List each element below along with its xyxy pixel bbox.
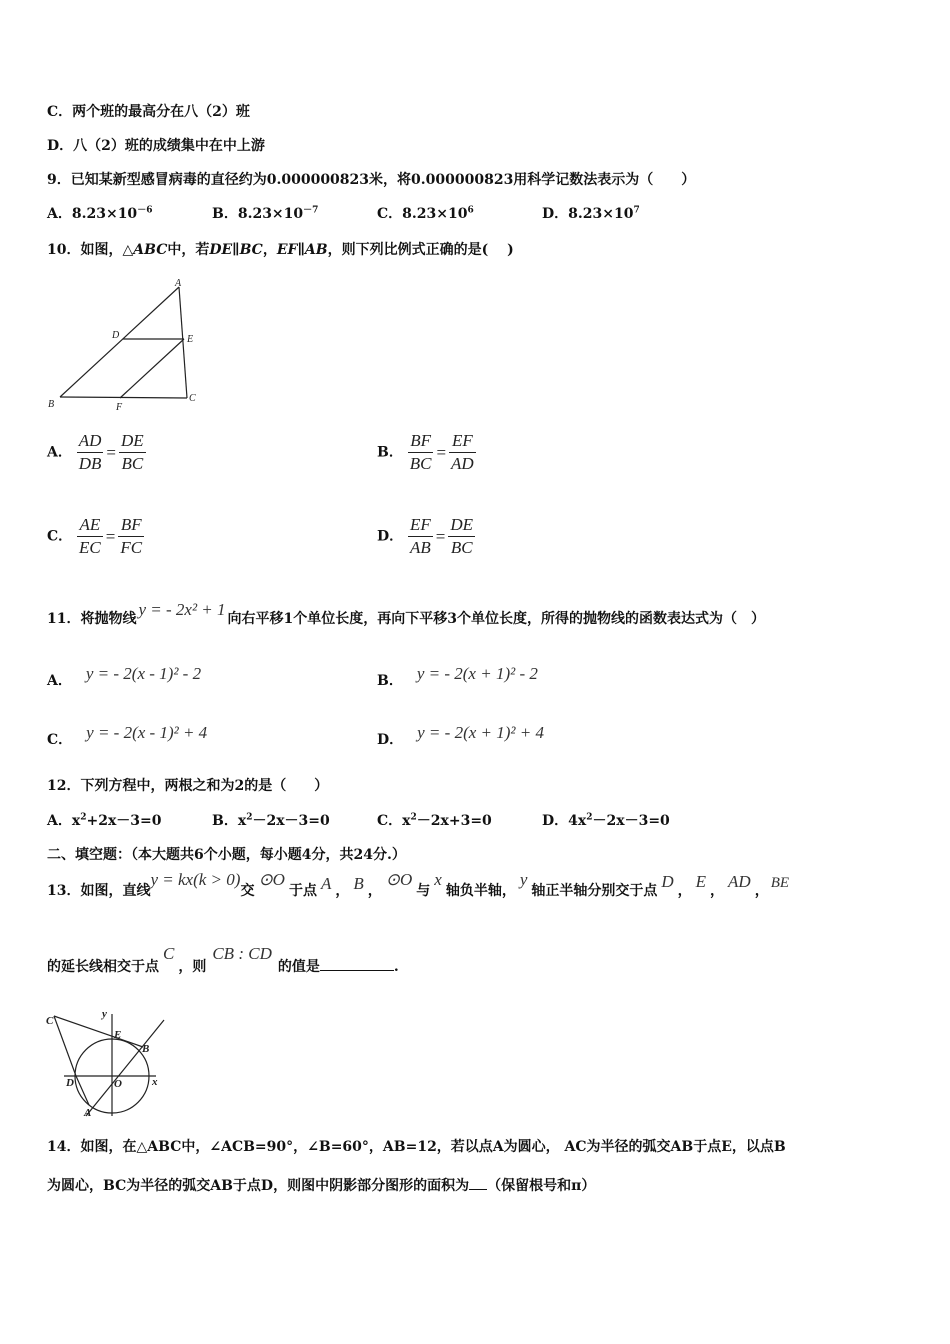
q11-option-d — [377, 723, 544, 748]
q8-option-c: C．两个班的最高分在八（2）班 — [47, 104, 250, 120]
q9-b-label: B．8.23×10 — [212, 206, 304, 222]
q10-ef: EF — [276, 242, 298, 258]
q13-comma-4: ， — [710, 883, 725, 899]
q12-option-a — [47, 811, 162, 831]
q11-stem-prefix: 11．将抛物线 — [47, 611, 137, 627]
q10-mid1: 中，若 — [167, 242, 210, 258]
q12-d-post: －2x－3=0 — [592, 813, 670, 829]
q10-a-n1: AD — [77, 430, 104, 453]
q11-option-a — [47, 664, 202, 689]
q13-point-a: A — [320, 874, 332, 893]
q9-stem: 9．已知某新型感冒病毒的直径约为0.000000823米，将0.000000823用科学记数法表示为（ ） — [47, 172, 696, 188]
q13-label-c: C — [46, 1015, 54, 1027]
q13-label-x: x — [152, 1076, 158, 1088]
q10-c-n1: AE — [77, 514, 103, 537]
q11-d-label: D． — [377, 732, 404, 748]
q13-point-d: D — [661, 872, 674, 891]
q10-bc: BC — [239, 242, 263, 258]
q13-comma-5: ， — [754, 883, 769, 899]
q10-b-eq: = — [436, 442, 447, 462]
q10-b-n2: EF — [449, 430, 476, 453]
q10-stem-prefix: 10．如图，△ — [47, 242, 134, 258]
q14-answer-blank[interactable] — [469, 1175, 487, 1190]
q10-par1: ∥ — [232, 242, 240, 258]
q12-d-pre: D．4x — [542, 813, 587, 829]
q13-label-a: A — [84, 1107, 92, 1119]
q14-line2b: （保留根号和π） — [487, 1178, 596, 1194]
q13-label-b: B — [142, 1043, 150, 1055]
q11-stem-suffix: 向右平移1个单位长度，再向下平移3个单位长度，所得的抛物线的函数表达式为（ ） — [227, 611, 766, 627]
q9-option-d — [542, 204, 640, 224]
q11-a-expr: y = - 2(x - 1)² - 2 — [85, 664, 202, 683]
q13-line-1 — [47, 870, 791, 901]
q13-seg-be: BE — [770, 875, 790, 891]
q14-line-2 — [47, 1175, 595, 1196]
q10-c-d2: FC — [120, 538, 143, 557]
q10-label-e: E — [187, 334, 194, 345]
q13-p3: 于点 — [288, 883, 317, 899]
q14-line2a: 为圆心，BC为半径的弧交AB于点D，则图中阴影部分图形的面积为 — [47, 1178, 470, 1194]
q10-a-eq: = — [106, 442, 117, 462]
q10-stem — [47, 240, 514, 260]
q9-d-exp: 7 — [633, 205, 640, 216]
q13-label-d: D — [66, 1077, 74, 1089]
q12-a-sup: 2 — [80, 812, 87, 823]
q10-stem-suffix: ，则下列比例式正确的是( ) — [327, 242, 514, 258]
q9-a-exp: －6 — [137, 205, 153, 216]
q13-y-var: y — [519, 870, 528, 889]
q9-a-label: A．8.23×10 — [47, 206, 138, 222]
q10-par2: ∥ — [297, 242, 305, 258]
q10-option-c — [47, 514, 144, 559]
q13-l2d: . — [393, 959, 399, 975]
q10-side-bc — [60, 397, 187, 398]
q10-b-label: B． — [377, 444, 403, 461]
q10-a-n2: DE — [119, 430, 146, 453]
q13-l2a: 的延长线相交于点 — [47, 959, 159, 975]
q10-a-label: A． — [47, 444, 72, 461]
q10-segment-ef — [120, 339, 184, 398]
q12-b-pre: B．x — [212, 813, 247, 829]
q11-d-expr: y = - 2(x + 1)² + 4 — [417, 723, 544, 742]
q9-c-exp: 6 — [467, 205, 474, 216]
q10-label-d: D — [112, 330, 120, 341]
section-2-heading: 二、填空题：（本大题共6个小题，每小题4分，共24分.） — [47, 847, 406, 863]
q10-abc: ABC — [133, 242, 168, 258]
q13-label-y: y — [102, 1008, 107, 1020]
q10-a-d2: BC — [121, 454, 144, 473]
q13-seg-ad: AD — [728, 872, 751, 891]
q10-label-c: C — [189, 393, 196, 404]
q9-d-label: D．8.23×10 — [542, 206, 634, 222]
q10-d-eq: = — [435, 526, 446, 546]
q10-label-b: B — [48, 399, 55, 410]
q10-triangle-figure — [44, 276, 204, 416]
q12-b-post: －2x－3=0 — [252, 813, 330, 829]
q9-option-a — [47, 204, 152, 224]
q10-option-d — [377, 514, 475, 559]
q13-line-2 — [47, 944, 399, 977]
q12-c-pre: C．x — [377, 813, 411, 829]
q8-option-d: D．八（2）班的成绩集中在中上游 — [47, 138, 265, 154]
q10-b-d1: BC — [409, 454, 432, 473]
q13-comma-3: ， — [677, 883, 692, 899]
q10-side-ab — [60, 287, 179, 397]
q10-d-d1: AB — [410, 538, 431, 557]
q10-d-n1: EF — [408, 514, 433, 537]
q13-p1: 13．如图，直线 — [47, 883, 151, 899]
q11-a-label: A． — [47, 673, 72, 689]
q10-a-d1: DB — [78, 454, 102, 473]
q10-option-a — [47, 430, 146, 475]
q13-circle-figure — [44, 1004, 168, 1120]
q13-label-o: O — [114, 1078, 122, 1090]
q12-a-post: +2x－3=0 — [86, 813, 162, 829]
q10-c-eq: = — [105, 526, 116, 546]
q12-stem: 12．下列方程中，两根之和为2的是（ ） — [47, 778, 329, 794]
q12-d-sup: 2 — [586, 812, 593, 823]
q14-line-1: 14．如图，在△ABC中，∠ACB=90°，∠B=60°，AB=12，若以点A为圆心， AC为半径的弧交AB于点E，以点B — [47, 1139, 786, 1155]
q13-circle-2: ⊙O — [385, 870, 413, 889]
q13-circle-1: ⊙O — [258, 870, 285, 889]
q10-c-label: C． — [47, 528, 73, 545]
q13-p2: 交 — [240, 883, 255, 899]
q13-comma-1: ， — [335, 883, 350, 899]
q13-point-c: C — [163, 944, 175, 963]
q13-x-var: x — [434, 870, 442, 889]
q10-d-n2: DE — [448, 514, 475, 537]
q10-c-d1: EC — [79, 538, 101, 557]
q12-c-sup: 2 — [410, 812, 417, 823]
q12-option-c — [377, 811, 492, 831]
q13-point-e: E — [695, 872, 707, 891]
q10-c-n2: BF — [118, 514, 144, 537]
q10-option-b — [377, 430, 476, 475]
q10-de: DE — [209, 242, 233, 258]
q9-b-exp: －7 — [303, 205, 319, 216]
q13-answer-blank[interactable] — [320, 956, 394, 971]
q13-comma-2: ， — [367, 883, 382, 899]
q13-line-expr: y = kx(k > 0) — [150, 870, 241, 889]
q12-option-b — [212, 811, 330, 831]
q13-p4: 与 — [416, 883, 431, 899]
q9-c-label: C．8.23×10 — [377, 206, 468, 222]
q10-b-n1: BF — [408, 430, 434, 453]
q13-segment-cd — [54, 1016, 76, 1076]
q11-c-label: C． — [47, 732, 73, 748]
q13-l2c: 的值是 — [277, 959, 320, 975]
q10-label-a: A — [175, 278, 182, 289]
q10-comma: ， — [262, 242, 277, 258]
q10-b-d2: AD — [451, 454, 474, 473]
q9-option-c — [377, 204, 474, 224]
q10-d-label: D． — [377, 528, 404, 545]
q12-b-sup: 2 — [246, 812, 253, 823]
q11-b-label: B． — [377, 673, 403, 689]
q12-c-post: －2x+3=0 — [416, 813, 492, 829]
q13-point-b: B — [353, 874, 364, 893]
q12-option-d — [542, 811, 670, 831]
q13-ratio: CB : CD — [212, 944, 272, 963]
q11-c-expr: y = - 2(x - 1)² + 4 — [86, 723, 208, 742]
q13-p5: 轴负半轴， — [445, 883, 516, 899]
q13-segment-cb — [54, 1016, 143, 1047]
q11-option-c — [47, 723, 208, 748]
q11-stem — [47, 600, 766, 629]
q10-label-f: F — [116, 402, 123, 413]
q11-option-b — [377, 664, 538, 689]
q13-label-e: E — [114, 1029, 122, 1041]
q12-a-pre: A．x — [47, 813, 81, 829]
q10-d-d2: BC — [450, 538, 473, 557]
q11-function: y = - 2x² + 1 — [138, 600, 226, 619]
q13-l2b: ，则 — [178, 959, 207, 975]
q13-p6: 轴正半轴分别交于点 — [531, 883, 658, 899]
q11-b-expr: y = - 2(x + 1)² - 2 — [416, 664, 538, 683]
q10-ab: AB — [304, 242, 328, 258]
q13-line-ab — [86, 1020, 164, 1116]
q9-option-b — [212, 204, 318, 224]
